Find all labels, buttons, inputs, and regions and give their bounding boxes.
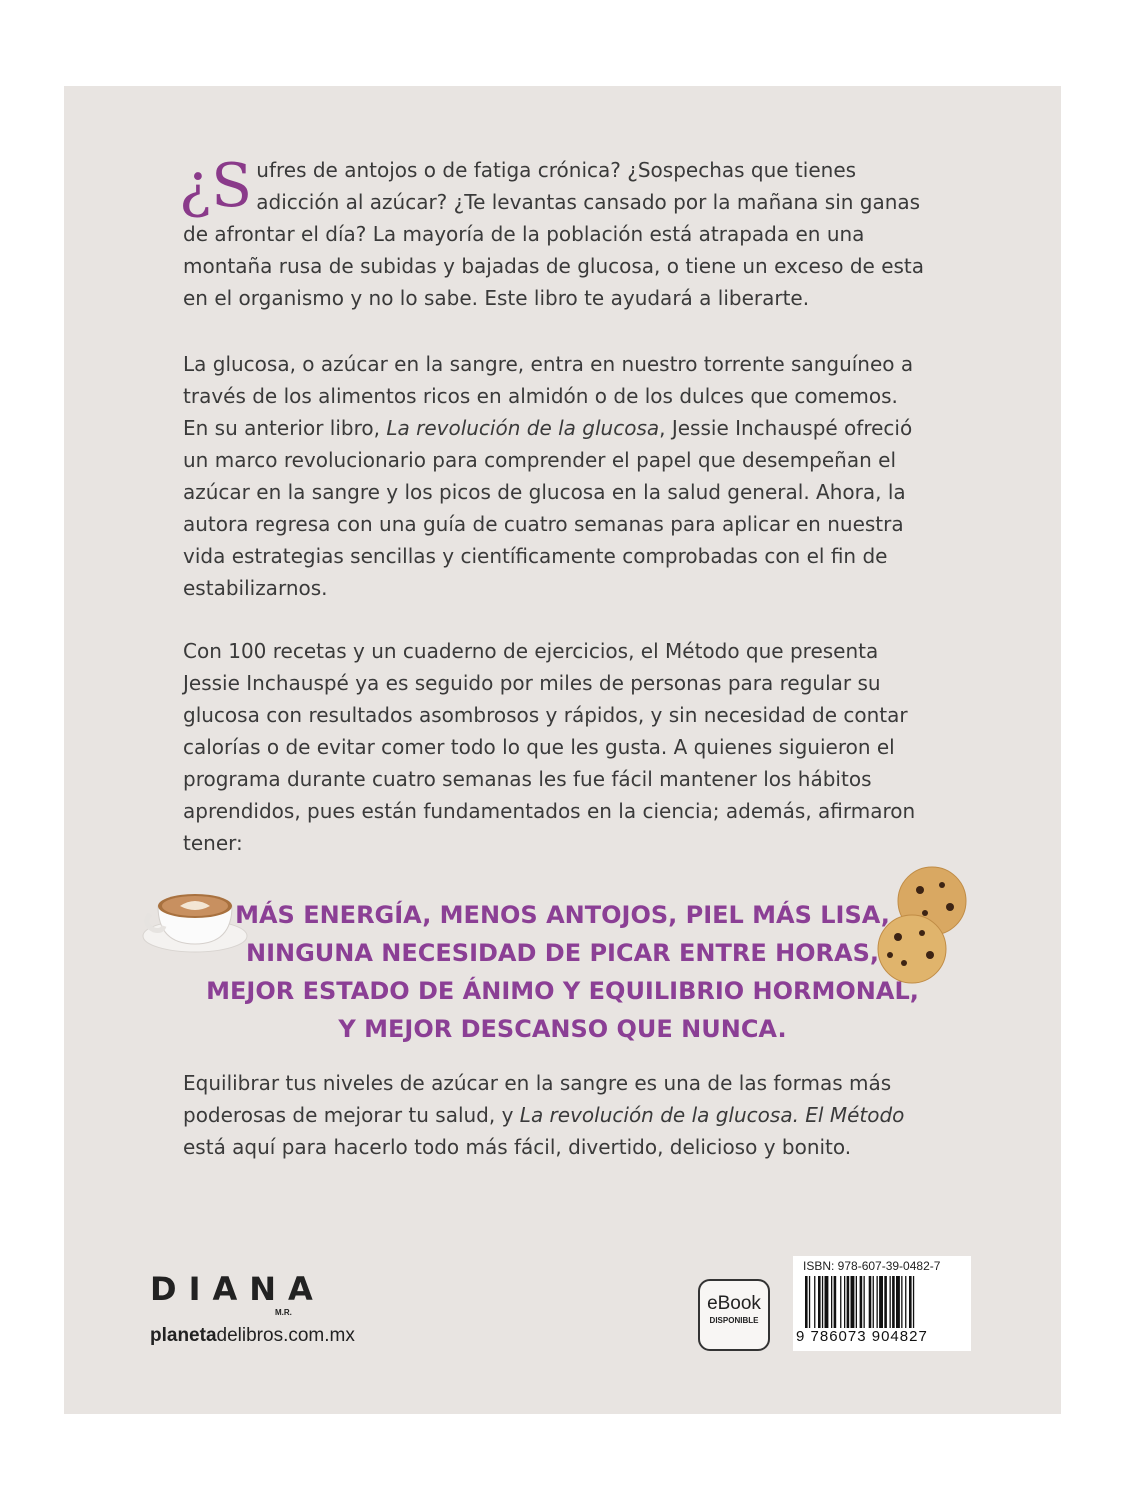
barcode-bar bbox=[825, 1276, 829, 1328]
barcode-bar bbox=[834, 1276, 837, 1328]
barcode-bar bbox=[905, 1276, 906, 1328]
method-text: Con 100 recetas y un cuaderno de ejercicios, el Método que presenta Jessie Inchauspé ya es seguido por miles de personas para regular su glucosa con resultados asombrosos y rápidos, y sin necesidad de contar calorías o de evitar comer todo lo que les gusta. A quienes siguieron el programa durante cuatro semanas les fue fácil mantener los hábitos aprendidos, pues están fundamentados en la ciencia; además, afirmaron tener: bbox=[183, 639, 916, 855]
barcode-bar bbox=[890, 1276, 891, 1328]
drop-cap: ¿S bbox=[179, 151, 253, 221]
benefit-line: NINGUNA NECESIDAD DE PICAR ENTRE HORAS, bbox=[245, 939, 880, 967]
registered-mark: M.R. bbox=[275, 1308, 292, 1317]
barcode-bar bbox=[844, 1276, 845, 1328]
closing-paragraph bbox=[183, 1067, 929, 1163]
barcode-bar bbox=[884, 1276, 887, 1328]
barcode-number: 9 786073 904827 bbox=[796, 1328, 928, 1345]
barcode-bar bbox=[847, 1276, 850, 1328]
publisher-name: DIANA bbox=[150, 1270, 325, 1308]
ebook-label: eBook bbox=[707, 1293, 761, 1314]
site-rest: delibros.com.mx bbox=[216, 1325, 355, 1346]
barcode-bar bbox=[818, 1276, 821, 1328]
barcode-bar bbox=[831, 1276, 832, 1328]
barcode-bar bbox=[901, 1276, 902, 1328]
benefits-list bbox=[200, 896, 925, 1048]
barcode-bar bbox=[864, 1276, 865, 1328]
closing-text-2: está aquí para hacerlo todo más fácil, divertido, delicioso y bonito. bbox=[183, 1135, 852, 1159]
benefit-line: MÁS ENERGÍA, MENOS ANTOJOS, PIEL MÁS LISA, bbox=[235, 901, 890, 929]
intro-text: ufres de antojos o de fatiga crónica? ¿Sospechas que tienes adicción al azúcar? ¿Te levantas cansado por la mañana sin ganas de afrontar el día? La mayoría de la población está atrapada en una montaña rusa de subidas y bajadas de glucosa, o tiene un exceso de esta en el organismo y no lo sabe. Este libro te ayudará a liberarte. bbox=[183, 158, 925, 310]
publisher-logo bbox=[150, 1270, 325, 1317]
glucose-paragraph bbox=[183, 348, 929, 604]
barcode bbox=[793, 1256, 971, 1351]
barcode-bar bbox=[877, 1276, 878, 1328]
barcode-bar bbox=[809, 1276, 810, 1328]
barcode-bar bbox=[879, 1276, 883, 1328]
barcode-bars bbox=[805, 1276, 961, 1328]
publisher-website bbox=[150, 1325, 355, 1347]
ebook-sub: DISPONIBLE bbox=[709, 1316, 759, 1325]
site-bold: planeta bbox=[150, 1325, 217, 1346]
barcode-bar bbox=[814, 1276, 815, 1328]
barcode-bar bbox=[869, 1276, 872, 1328]
barcode-bar bbox=[860, 1276, 863, 1328]
barcode-bar bbox=[873, 1276, 874, 1328]
glucose-text-1: La glucosa, o azúcar en la sangre, entra en nuestro torrente sanguíneo a través de los alimentos ricos en almidón o de los dulces que comemos. En su anterior libro, bbox=[183, 352, 914, 440]
barcode-bar bbox=[805, 1276, 808, 1328]
benefit-line: MEJOR ESTADO DE ÁNIMO Y EQUILIBRIO HORMONAL, bbox=[206, 977, 919, 1005]
isbn-label: ISBN: 978-607-39-0482-7 bbox=[803, 1259, 941, 1273]
book-title-method: La revolución de la glucosa. El Método bbox=[519, 1103, 905, 1127]
barcode-bar bbox=[909, 1276, 912, 1328]
ebook-badge bbox=[698, 1279, 770, 1351]
closing-text-1: Equilibrar tus niveles de azúcar en la sangre es una de las formas más poderosas de mejorar tu salud, y bbox=[183, 1071, 892, 1127]
barcode-bar bbox=[892, 1276, 895, 1328]
barcode-bar bbox=[822, 1276, 823, 1328]
barcode-bar bbox=[913, 1276, 914, 1328]
book-title: La revolución de la glucosa bbox=[386, 416, 660, 440]
intro-paragraph bbox=[179, 151, 933, 314]
method-paragraph bbox=[183, 635, 929, 859]
barcode-bar bbox=[840, 1276, 841, 1328]
benefit-line: Y MEJOR DESCANSO QUE NUNCA. bbox=[338, 1015, 787, 1043]
barcode-bar bbox=[896, 1276, 900, 1328]
barcode-bar bbox=[851, 1276, 855, 1328]
barcode-bar bbox=[856, 1276, 857, 1328]
glucose-text-2: , Jessie Inchauspé ofreció un marco revolucionario para comprender el papel que desempeñan el azúcar en la sangre y los picos de glucosa en la salud general. Ahora, la autora regresa con una guía de cuatro semanas para aplicar en nuestra vida estrategias sencillas y científicamente comprobadas con el fin de estabilizarnos. bbox=[183, 416, 913, 600]
